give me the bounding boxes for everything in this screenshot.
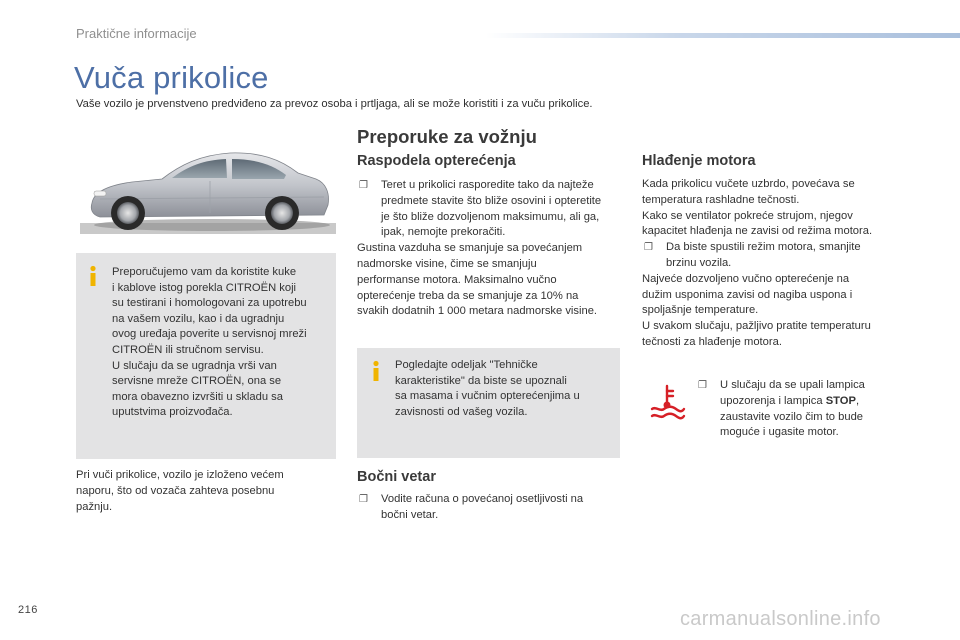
bullet-square-icon: ❐: [359, 494, 368, 505]
watermark: carmanualsonline.info: [680, 608, 881, 630]
page-title: Vuča prikolice: [74, 60, 269, 95]
info-icon: [369, 360, 383, 382]
towing-caution-paragraph: Pri vuči prikolice, vozilo je izloženo većem naporu, što od vozača zahteva posebnu pažnju.: [76, 469, 284, 513]
bullet-square-icon: ❐: [359, 180, 368, 191]
crosswind-block: [357, 492, 627, 524]
left-info-note: [76, 253, 336, 459]
middle-note-text: Pogledajte odeljak "Tehničke karakteristike" da biste se upoznali sa masama i vučnim opterećenjima u zavisnosti od vašeg vozila.: [395, 359, 580, 418]
warning-lamp-text: [696, 378, 896, 441]
bullet-square-icon: ❐: [698, 380, 707, 391]
load-bullet: ❐ Teret u prikolici rasporedite tako da najteže predmete stavite što bliže osovini i opteretite je što bliže dozvoljenom maksimumu, ali ga, ipak, nemojte prekoračiti.: [359, 179, 602, 239]
middle-info-note: [357, 348, 620, 458]
heading-engine-cooling: Hlađenje motora: [642, 153, 756, 169]
load-distribution-block: ❐ Teret u prikolici rasporedite tako da najteže predmete stavite što bliže osovini i opteretite je što bliže dozvoljenom maksimumu, ali ga, ipak, nemojte prekoračiti. Gustina vazduha se smanjuje sa povećanjem nadmorske visine, čime se smanjuju performanse motora. Maksimalno vučno opterećenje treba da se smanjuje za 10% na svakih dodatnih 1 000 metara nadmorske visine.: [357, 178, 627, 320]
front-wheel: [111, 196, 145, 230]
stop-lamp-label: STOP: [825, 394, 856, 407]
crosswind-bullet: ❐ Vodite računa o povećanoj osetljivosti na bočni vetar.: [359, 493, 584, 521]
header-decorative-bar: [486, 33, 960, 38]
rear-wheel: [265, 196, 299, 230]
heading-crosswind: Bočni vetar: [357, 469, 436, 485]
heading-load-distribution: Raspodela opterećenja: [357, 153, 516, 169]
warning-bullet: ❐ U slučaju da se upali lampica upozorenja i lampica STOP, zaustavite vozilo čim to bude moguće i ugasite motor.: [698, 379, 865, 439]
section-heading-driving-tips: Preporuke za vožnju: [357, 126, 537, 147]
bullet-square-icon: ❐: [644, 242, 653, 254]
coolant-temperature-warning-icon: [648, 384, 686, 420]
section-header: Praktične informacije: [76, 26, 197, 41]
engine-cooling-block: Kada prikolicu vučete uzbrdo, povećava se temperatura rashladne tečnosti. Kako se ventilator pokreće strujom, njegov kapacitet hlađenja ne zavisi od režima motora. ❐ Da biste spustili režim motora, smanjite brzinu vozila. Najveće dozvoljeno vučno opterećenje na dužim usponima zavisi od nagiba uspona i spoljašnje temperature. U svakom slučaju, pažljivo pratite temperaturu tečnosti za hlađenje motora.: [642, 177, 912, 351]
page-number: 216: [18, 604, 38, 616]
cooling-bullet: ❐ Da biste spustili režim motora, smanjite brzinu vozila.: [644, 241, 861, 269]
info-icon: [86, 265, 100, 287]
left-note-text: Preporučujemo vam da koristite kuke i kablove istog porekla CITROËN koji su testirani i homologovani za upotrebu na vašem vozilu, kao i da ugradnju ovog uređaja poverite u servisnoj mreži CITROËN ili stručnom servisu. U slučaju da se ugradnja vrši van servisne mreže CITROËN, ona se mora obavezno izvršiti u skladu sa uputstvima proizvođača.: [112, 266, 307, 419]
intro-text: Vaše vozilo je prvenstveno predviđeno za prevoz osoba i prtljaga, ali se može koristiti i za vuču prikolice.: [76, 98, 593, 110]
car-illustration: [80, 133, 336, 243]
